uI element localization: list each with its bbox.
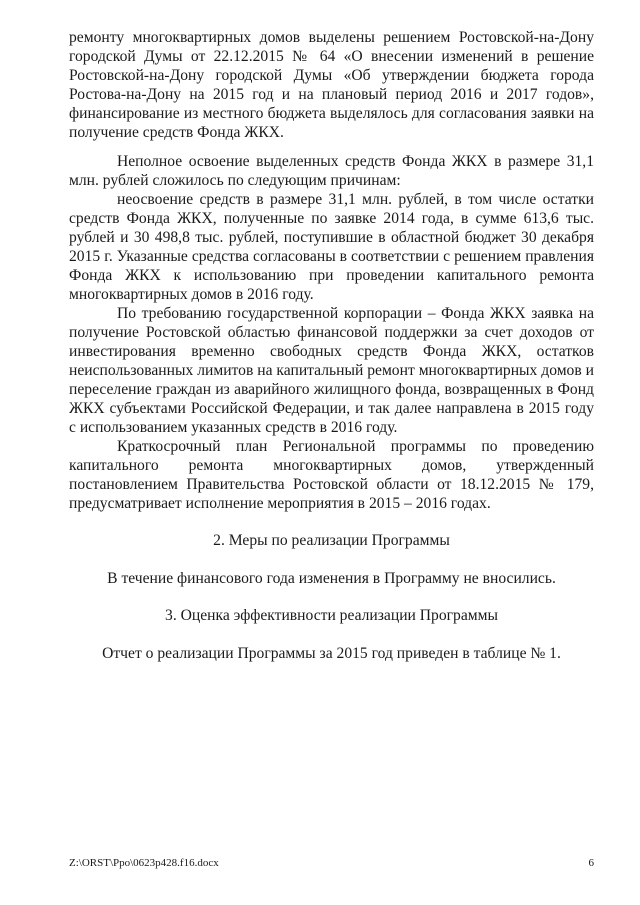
measures-sentence: В течение финансового года изменения в Программу не вносились.: [107, 570, 556, 587]
paragraph-underspending: Неполное освоение выделенных средств Фонда ЖКХ в размере 31,1 млн. рублей сложилось по следующим причинам:: [69, 153, 594, 189]
section-heading-evaluation: 3. Оценка эффективности реализации Программы: [165, 607, 498, 624]
paragraph-reason: неосвоение средств в размере 31,1 млн. рублей, в том числе остатки средств Фонда ЖКХ, полученные по заявке 2014 года, в сумме 613,6 тыс. рублей и 30 498,8 тыс. рублей, поступившие в областной бюджет 30 декабря 2015 г. Указанные средства согласованы в соответствии с решением правления Фонда ЖКХ к использованию при проведении капитального ремонта многоквартирных домов в 2016 году.: [69, 191, 594, 303]
page-number: 6: [588, 857, 594, 869]
footer-file-path: Z:\ORST\Ppo\0623p428.f16.docx: [69, 857, 219, 869]
evaluation-sentence: Отчет о реализации Программы за 2015 год приведен в таблице № 1.: [102, 645, 561, 662]
section-heading-measures: 2. Меры по реализации Программы: [213, 532, 450, 549]
document-body: [69, 28, 594, 663]
paragraph-continuation: ремонту многоквартирных домов выделены решением Ростовской-на-Дону городской Думы от 22.12.2015 № 64 «О внесении изменений в решение Ростовской-на-Дону городской Думы «Об утверждении бюджета города Ростова-на-Дону на 2015 год и на плановый период 2016 и 2017 годов», финансирование из местного бюджета выделялось для согласования заявки на получение средств Фонда ЖКХ.: [69, 29, 594, 141]
paragraph-short-term-plan: Краткосрочный план Региональной программы по проведению капитального ремонта многоквартирных домов, утвержденный постановлением Правительства Ростовской области от 18.12.2015 № 179, предусматривает исполнение мероприятия в 2015 – 2016 годах.: [69, 438, 594, 512]
paragraph-fund-request: По требованию государственной корпорации – Фонда ЖКХ заявка на получение Ростовской областью финансовой поддержки за счет доходов от инвестирования временно свободных средств Фонда ЖКХ, остатков неиспользованных лимитов на капитальный ремонт многоквартирных домов и переселение граждан из аварийного жилищного фонда, возвращенных в Фонд ЖКХ субъектами Российской Федерации, и так далее направлена в 2015 году с использованием указанных средств в 2016 году.: [69, 305, 594, 436]
